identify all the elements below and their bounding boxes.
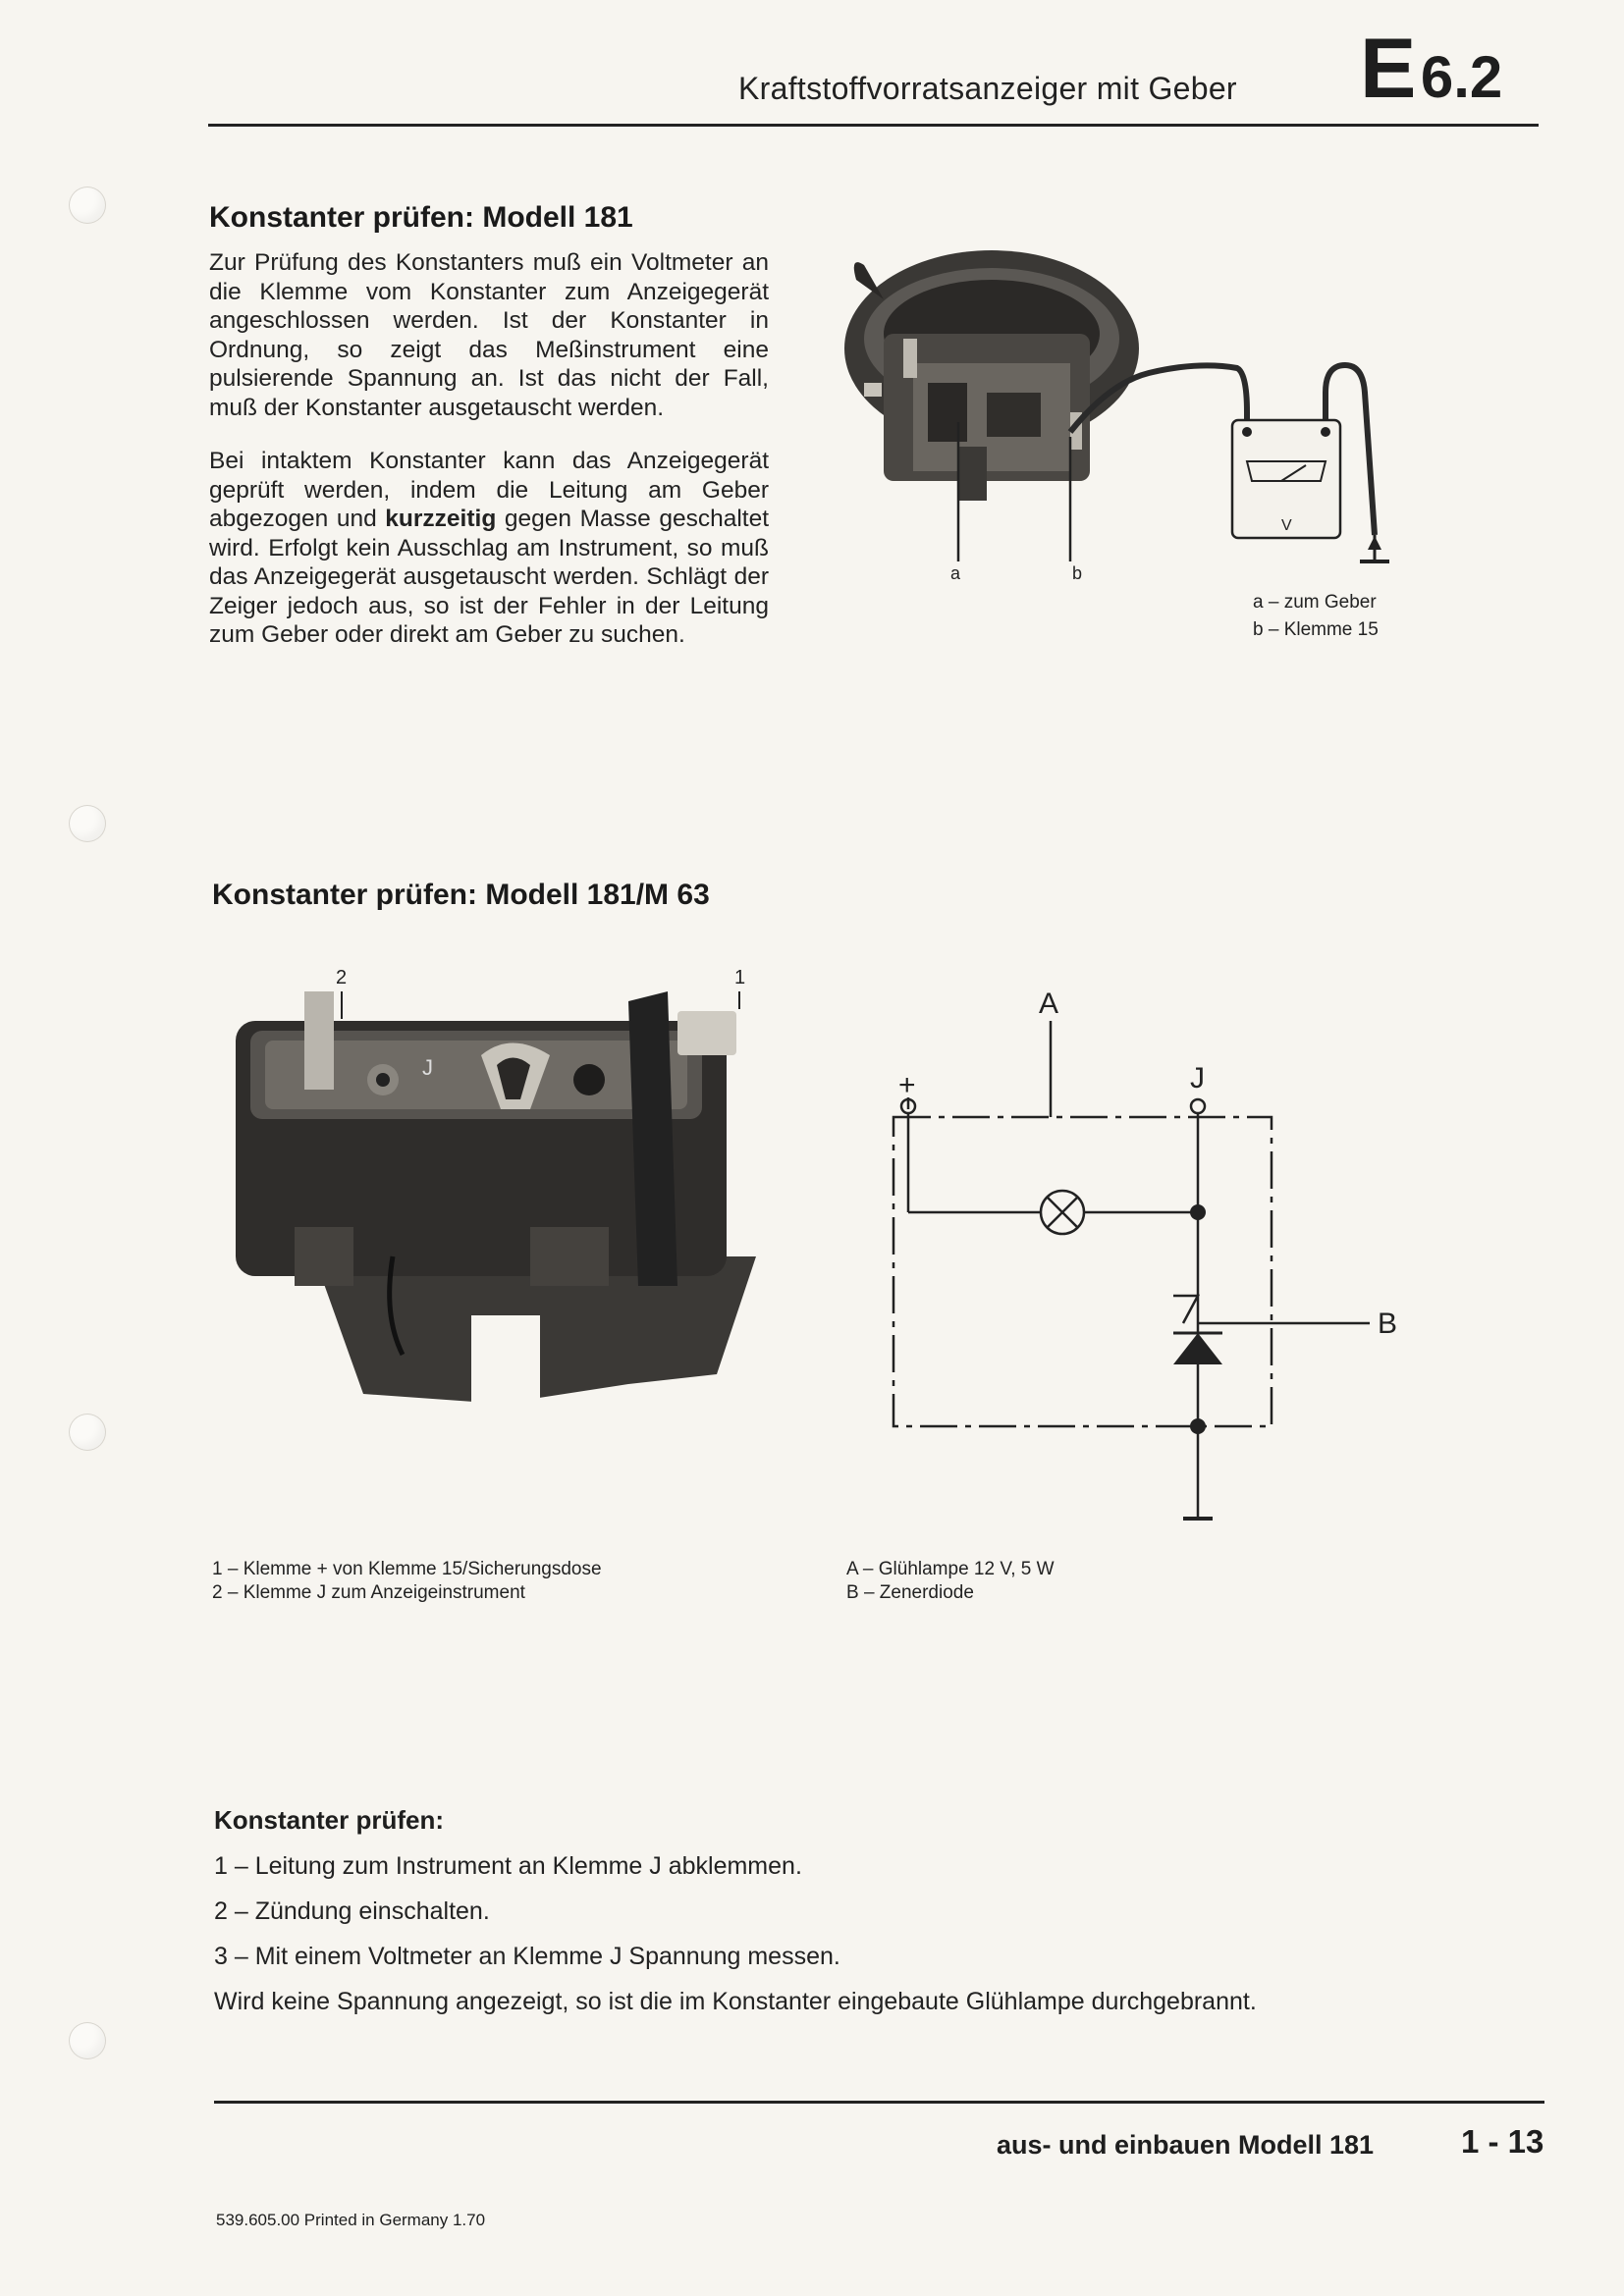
figure1-label-a: a	[950, 563, 961, 583]
header-rule	[208, 124, 1539, 127]
circuit-label-plus: +	[898, 1069, 916, 1101]
footer-title: aus- und einbauen Modell 181	[997, 2130, 1375, 2160]
circuit-label-b: B	[1378, 1308, 1398, 1340]
circuit-caption-b: B – Zenerdiode	[846, 1582, 974, 1603]
punch-hole-3	[69, 1414, 106, 1451]
step-3: 3 – Mit einem Voltmeter an Klemme J Spannung messen.	[214, 1943, 840, 1970]
para2-bold: kurzzeitig	[385, 506, 497, 532]
footer-rule	[214, 2101, 1544, 2104]
punch-hole-2	[69, 805, 106, 842]
photo-label-1: 1	[734, 967, 746, 988]
terminal-2	[304, 991, 334, 1090]
footer-print-info: 539.605.00 Printed in Germany 1.70	[216, 2211, 486, 2229]
section-badge	[1360, 22, 1503, 133]
circuit-caption-a: A – Glühlampe 12 V, 5 W	[846, 1559, 1055, 1579]
photo-label-j: J	[422, 1055, 433, 1080]
constanter-photo	[206, 962, 795, 1414]
voltmeter-label: V	[1281, 517, 1292, 534]
step-1: 1 – Leitung zum Instrument an Klemme J abklemmen.	[214, 1852, 802, 1880]
para2-text-b: gegen Masse geschaltet wird. Erfolgt kein Ausschlag am Instrument, so muß das Anzeigegerät ausgetauscht werden. Schlägt der Zeiger jedoch aus, so ist der Fehler in der Leitung zum Geber oder direkt am Geber zu suchen.	[209, 506, 769, 648]
footer-page-number: 1 - 13	[1461, 2123, 1544, 2160]
section3-title: Konstanter prüfen:	[214, 1805, 444, 1835]
header-title: Kraftstoffvorratsanzeiger mit Geber	[738, 71, 1237, 106]
para2-text-a: Bei intaktem Konstanter kann das Anzeigegerät geprüft werden, indem die Leitung am Geber abgezogen und	[209, 448, 769, 532]
terminal-1	[677, 1011, 736, 1055]
figure1-label-b: b	[1072, 563, 1083, 583]
punch-hole-1	[69, 187, 106, 224]
figure1-caption-a: a – zum Geber	[1253, 592, 1377, 613]
photo-caption-2: 2 – Klemme J zum Anzeigeinstrument	[212, 1582, 525, 1603]
circuit-label-a: A	[1039, 988, 1059, 1020]
step-2: 2 – Zündung einschalten.	[214, 1897, 490, 1925]
circuit-label-j: J	[1190, 1062, 1205, 1095]
gauge-voltmeter-figure	[844, 245, 1414, 589]
section-number: 6.2	[1420, 44, 1503, 110]
section1-paragraph-2	[209, 447, 769, 650]
punch-hole-4	[69, 2022, 106, 2059]
section2-title: Konstanter prüfen: Modell 181/M 63	[212, 879, 710, 911]
zener-diode-symbol	[1173, 1333, 1222, 1364]
photo-caption-1: 1 – Klemme + von Klemme 15/Sicherungsdose	[212, 1559, 602, 1579]
figure1-caption-b: b – Klemme 15	[1253, 619, 1379, 640]
section3-conclusion: Wird keine Spannung angezeigt, so ist die im Konstanter eingebaute Glühlampe durchgebrannt.	[214, 1988, 1257, 2015]
photo-label-2: 2	[336, 967, 348, 988]
section-letter: E	[1360, 22, 1417, 116]
section1-paragraph-1: Zur Prüfung des Konstanters muß ein Voltmeter an die Klemme vom Konstanter zum Anzeigegerät angeschlossen werden. Ist der Konstanter in Ordnung, so zeigt das Meßinstrument eine pulsierende Spannung an. Ist das nicht der Fall, muß der Konstanter ausgetauscht werden.	[209, 249, 769, 421]
circuit-diagram	[825, 972, 1434, 1541]
section1-title: Konstanter prüfen: Modell 181	[209, 201, 633, 234]
